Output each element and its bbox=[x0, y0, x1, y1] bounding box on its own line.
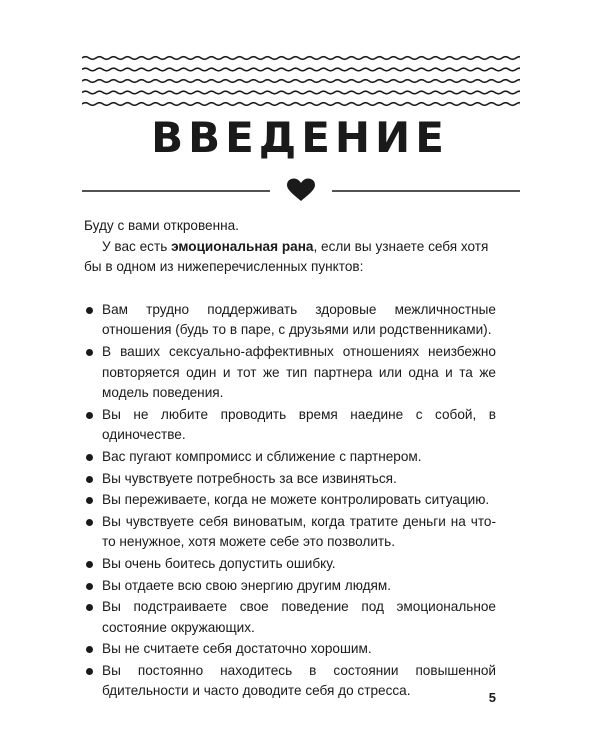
list-item bbox=[84, 639, 496, 660]
list-item bbox=[84, 576, 496, 597]
wave-line bbox=[82, 68, 520, 71]
bullet-icon bbox=[86, 454, 93, 461]
bullet-icon bbox=[86, 497, 93, 504]
list-item bbox=[84, 512, 496, 553]
list-item-text: Вас пугают компромисс и сближение с партнером. bbox=[102, 448, 422, 464]
list-item bbox=[84, 554, 496, 575]
bullet-icon bbox=[86, 412, 93, 419]
wavy-lines-icon bbox=[82, 53, 520, 109]
list-item-text: Вы очень боитесь допустить ошибку. bbox=[102, 555, 336, 571]
list-item bbox=[84, 597, 496, 638]
wave-line bbox=[82, 57, 520, 60]
list-item bbox=[84, 490, 496, 511]
list-item bbox=[84, 661, 496, 702]
heart-icon bbox=[287, 179, 315, 202]
bullet-icon bbox=[86, 668, 93, 675]
list-item-text: Вы переживаете, когда не можете контролировать ситуацию. bbox=[102, 492, 490, 508]
list-item-text: Вы чувствуете себя виноватым, когда тратите деньги на что-то ненужное, хотя можете себе это позволить. bbox=[102, 513, 496, 550]
list-item bbox=[84, 469, 496, 490]
wave-line bbox=[82, 103, 520, 106]
bullet-list bbox=[84, 300, 496, 702]
list-item bbox=[84, 342, 496, 404]
list-item bbox=[84, 447, 496, 468]
bullet-icon bbox=[86, 519, 93, 526]
bullet-icon bbox=[86, 349, 93, 356]
list-item-text: Вы постоянно находитесь в состоянии повышенной бдительности и часто доводите себя до стресса. bbox=[102, 662, 496, 699]
bullet-icon bbox=[86, 583, 93, 590]
list-item-text: Вы отдаете всю свою энергию другим людям. bbox=[102, 577, 392, 593]
bullet-icon bbox=[86, 604, 93, 611]
bullet-icon bbox=[86, 646, 93, 653]
list-item bbox=[84, 405, 496, 446]
list-item-text: Вы не считаете себя достаточно хорошим. bbox=[102, 641, 372, 657]
bullet-icon bbox=[86, 476, 93, 483]
intro-text-after: , если вы узнаете себя хотя бы в одном из нижеперечисленных пунктов: bbox=[84, 238, 489, 275]
bullet-icon bbox=[86, 307, 93, 314]
list-item-text: В ваших сексуально-аффективных отношениях неизбежно повторяется один и тот же тип партнера или одна и та же модель поведения. bbox=[102, 343, 496, 401]
list-item-text: Вам трудно поддерживать здоровые межличностные отношения (будь то в паре, с друзьями или родственниками). bbox=[102, 301, 496, 338]
body-text bbox=[84, 216, 496, 703]
intro-text-before: У вас есть bbox=[102, 238, 172, 254]
page-title: ВВЕДЕНИЕ bbox=[151, 113, 449, 162]
wave-line bbox=[82, 91, 520, 94]
page-number: 5 bbox=[488, 690, 496, 705]
heart-divider bbox=[82, 176, 520, 206]
list-item-text: Вы чувствуете потребность за все извиняться. bbox=[102, 470, 397, 486]
bullet-icon bbox=[86, 561, 93, 568]
intro-emphasis: эмоциональная рана bbox=[171, 238, 314, 254]
list-item-text: Вы подстраиваете свое поведение под эмоциональное состояние окружающих. bbox=[102, 599, 496, 635]
list-item-text: Вы не любите проводить время наедине с собой, в одиночестве. bbox=[102, 406, 496, 443]
list-item bbox=[84, 300, 496, 341]
intro-line-1: Буду с вами откровенна. bbox=[84, 218, 239, 233]
intro-paragraph bbox=[84, 237, 496, 278]
wave-line bbox=[82, 80, 520, 83]
